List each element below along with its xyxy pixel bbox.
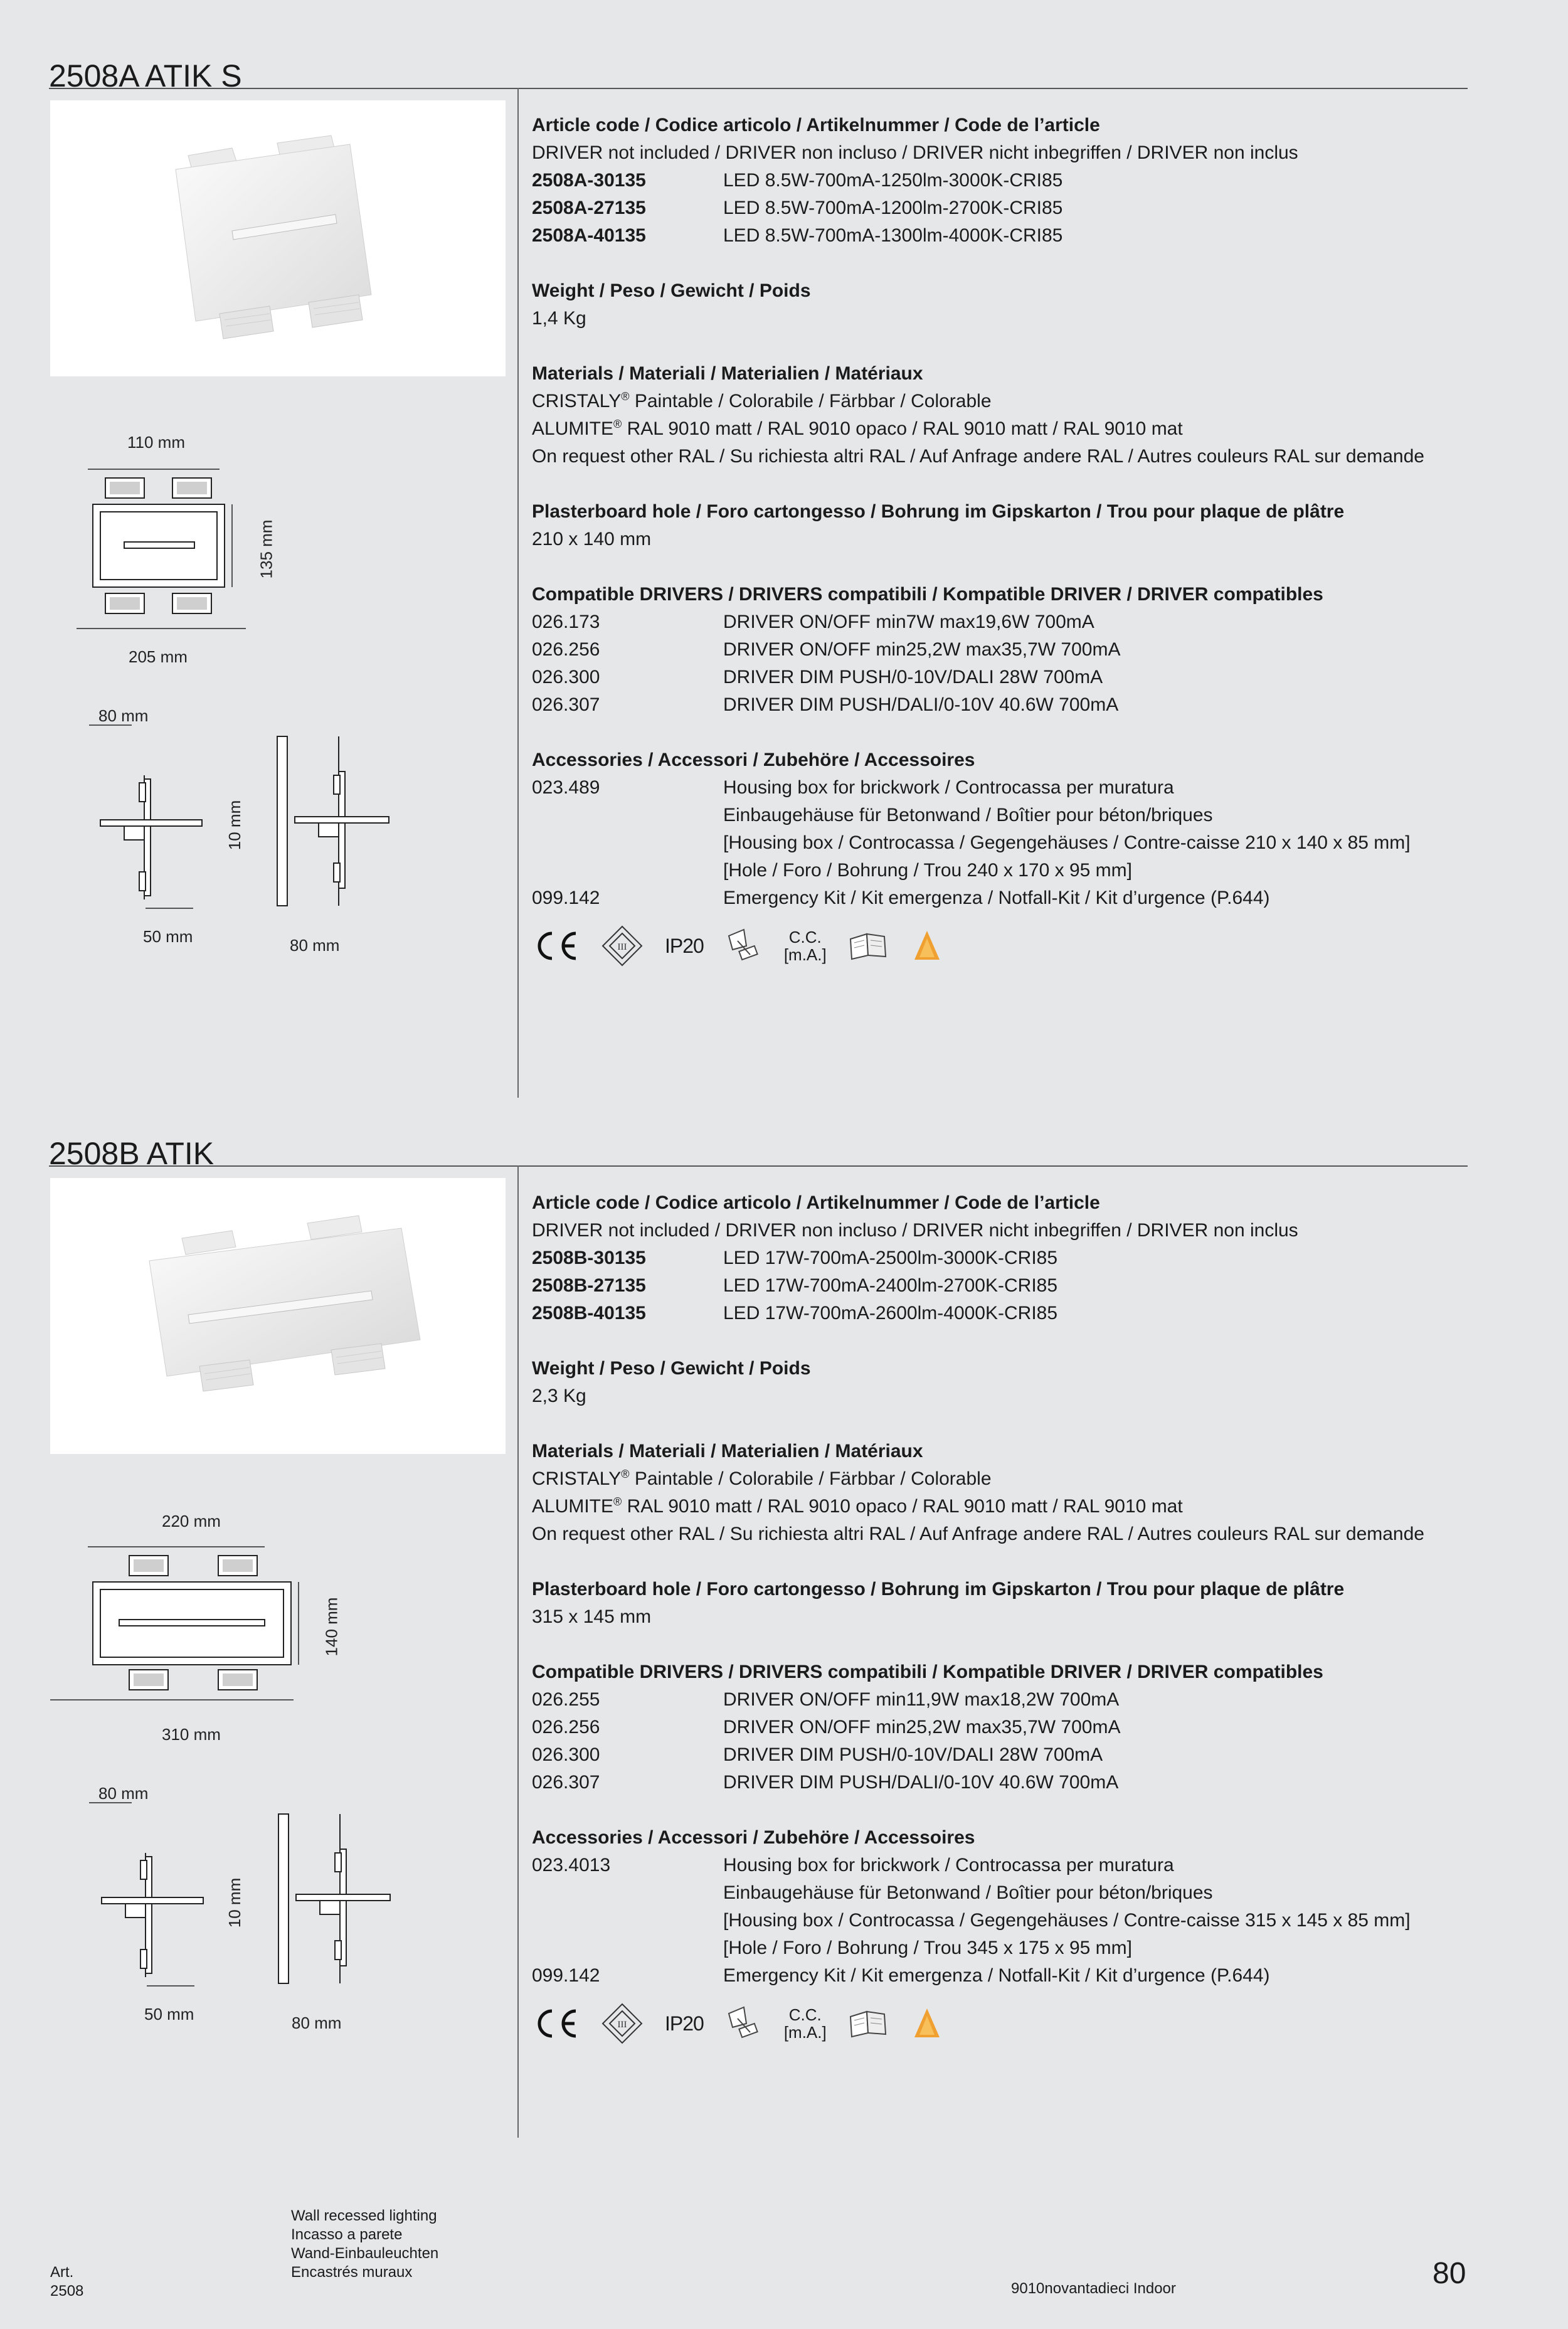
materials-block bbox=[532, 360, 1535, 470]
driver-code: 026.307 bbox=[532, 1772, 600, 1793]
category-line: Wall recessed lighting bbox=[291, 2207, 437, 2224]
accessory-line: [Housing box / Controcassa / Gegengehäuses / Contre-caisse 315 x 145 x 85 mm] bbox=[723, 1910, 1411, 1931]
material-line bbox=[532, 415, 1535, 443]
category-list bbox=[291, 2207, 438, 2282]
material-line bbox=[532, 388, 1535, 415]
front-dimension-drawing bbox=[88, 1542, 314, 1699]
dim-side-vertical: 10 mm bbox=[225, 800, 245, 851]
weight-block bbox=[532, 1355, 1535, 1410]
hole-value: 210 x 140 mm bbox=[532, 529, 652, 549]
registered-mark: ® bbox=[621, 390, 630, 403]
driver-desc: DRIVER DIM PUSH/DALI/0-10V 40.6W 700mA bbox=[723, 694, 1119, 715]
hole-block bbox=[532, 1576, 1535, 1631]
dim-side2-bottom: 80 mm bbox=[290, 936, 340, 955]
cc-line: C.C. bbox=[788, 2005, 822, 2024]
certification-icons bbox=[532, 1998, 1535, 2049]
drivers-block bbox=[532, 581, 1535, 719]
driver-desc: DRIVER DIM PUSH/0-10V/DALI 28W 700mA bbox=[723, 1744, 1103, 1765]
driver-row bbox=[532, 691, 1535, 719]
dim-bottom-width: 310 mm bbox=[162, 1725, 221, 1744]
materials-heading: Materials / Materiali / Materialien / Matériaux bbox=[532, 363, 923, 384]
drivers-heading: Compatible DRIVERS / DRIVERS compatibili / Kompatible DRIVER / DRIVER compatibles bbox=[532, 584, 1323, 605]
brand-name: 9010novantadieci Indoor bbox=[1011, 2280, 1176, 2297]
driver-code: 026.300 bbox=[532, 1744, 600, 1765]
accessories-block bbox=[532, 1824, 1535, 1990]
material-brand: ALUMITE bbox=[532, 1496, 614, 1517]
dim-side-bottom: 50 mm bbox=[144, 2005, 194, 2024]
article-row bbox=[532, 167, 1535, 194]
accessory-row bbox=[532, 1852, 1535, 1962]
accessories-block bbox=[532, 746, 1535, 912]
cc-line: C.C. bbox=[788, 928, 822, 947]
driver-code: 026.173 bbox=[532, 612, 600, 632]
product-title: 2508A ATIK S bbox=[49, 58, 242, 93]
material-line: On request other RAL / Su richiesta altri RAL / Auf Anfrage andere RAL / Autres couleurs RAL sur demande bbox=[532, 446, 1424, 467]
svg-text:III: III bbox=[617, 2020, 627, 2030]
material-brand: CRISTALY bbox=[532, 1468, 622, 1489]
weight-heading: Weight / Peso / Gewicht / Poids bbox=[532, 280, 811, 301]
article-block bbox=[532, 112, 1535, 250]
registered-mark: ® bbox=[613, 418, 622, 430]
driver-row bbox=[532, 608, 1535, 636]
article-heading: Article code / Codice articolo / Artikelnummer / Code de l’article bbox=[532, 1192, 1100, 1213]
title-rule bbox=[49, 1165, 1468, 1167]
class-iii-icon bbox=[601, 2002, 644, 2045]
material-line: On request other RAL / Su richiesta altri RAL / Auf Anfrage andere RAL / Autres couleurs RAL sur demande bbox=[532, 1524, 1424, 1544]
driver-desc: DRIVER DIM PUSH/DALI/0-10V 40.6W 700mA bbox=[723, 1772, 1119, 1793]
driver-code: 026.307 bbox=[532, 694, 600, 715]
material-brand: ALUMITE bbox=[532, 418, 614, 439]
product-photo bbox=[50, 1178, 506, 1454]
dim-side2-bottom: 80 mm bbox=[292, 2013, 342, 2032]
constant-current-label bbox=[784, 928, 827, 963]
article-code: 2508A-30135 bbox=[532, 170, 646, 191]
accessory-line: [Hole / Foro / Bohrung / Trou 240 x 170 x 95 mm] bbox=[723, 860, 1132, 881]
material-line bbox=[532, 1493, 1535, 1520]
material-line bbox=[532, 1465, 1535, 1493]
accessory-row bbox=[532, 884, 1535, 912]
accessory-desc bbox=[723, 1852, 1535, 1962]
class-iii-icon bbox=[601, 925, 644, 967]
registered-mark: ® bbox=[613, 1495, 622, 1508]
accessory-code: 099.142 bbox=[532, 1965, 600, 1986]
driver-note: DRIVER not included / DRIVER non incluso / DRIVER nicht inbegriffen / DRIVER non inclus bbox=[532, 1220, 1298, 1241]
materials-heading: Materials / Materiali / Materialien / Matériaux bbox=[532, 1441, 923, 1462]
accessory-line: Housing box for brickwork / Controcassa per muratura bbox=[723, 1855, 1174, 1875]
drivers-block bbox=[532, 1658, 1535, 1796]
product-section-2508a bbox=[0, 0, 1568, 1073]
page-number: 80 bbox=[1433, 2257, 1466, 2290]
front-dimension-drawing bbox=[75, 464, 282, 634]
material-text: Paintable / Colorabile / Färbbar / Colorable bbox=[629, 1468, 992, 1489]
article-row bbox=[532, 1272, 1535, 1300]
article-desc: LED 17W-700mA-2400lm-2700K-CRI85 bbox=[723, 1275, 1058, 1296]
weight-block bbox=[532, 277, 1535, 332]
column-divider bbox=[517, 88, 519, 1098]
material-text: Paintable / Colorabile / Färbbar / Colorable bbox=[629, 391, 992, 411]
article-code: 2508A-40135 bbox=[532, 225, 646, 246]
accessories-heading: Accessories / Accessori / Zubehöre / Accessoires bbox=[532, 750, 975, 770]
driver-desc: DRIVER ON/OFF min7W max19,6W 700mA bbox=[723, 612, 1094, 632]
driver-desc: DRIVER ON/OFF min11,9W max18,2W 700mA bbox=[723, 1689, 1120, 1710]
hole-heading: Plasterboard hole / Foro cartongesso / Bohrung im Gipskarton / Trou pour plaque de plâtre bbox=[532, 501, 1345, 522]
article-heading: Article code / Codice articolo / Artikelnummer / Code de l’article bbox=[532, 115, 1100, 135]
registered-mark: ® bbox=[621, 1468, 630, 1480]
dim-top-width: 110 mm bbox=[127, 433, 185, 452]
accessory-line: Einbaugehäuse für Betonwand / Boîtier pour béton/briques bbox=[723, 1882, 1213, 1903]
ip-rating: IP20 bbox=[665, 2012, 704, 2035]
cc-line: [m.A.] bbox=[783, 945, 827, 964]
category-line: Wand-Einbauleuchten bbox=[291, 2245, 439, 2262]
hole-value: 315 x 145 mm bbox=[532, 1606, 652, 1627]
accessory-row bbox=[532, 774, 1535, 884]
accessory-code: 023.489 bbox=[532, 777, 600, 798]
svg-text:III: III bbox=[617, 942, 627, 952]
hole-block bbox=[532, 498, 1535, 553]
dim-top-width: 220 mm bbox=[162, 1512, 221, 1531]
accessory-row bbox=[532, 1962, 1535, 1990]
driver-row bbox=[532, 1769, 1535, 1796]
accessory-code: 023.4013 bbox=[532, 1855, 611, 1875]
article-code: 2508B-40135 bbox=[532, 1303, 646, 1324]
driver-desc: DRIVER DIM PUSH/0-10V/DALI 28W 700mA bbox=[723, 667, 1103, 687]
spec-column bbox=[532, 112, 1535, 971]
accessory-line: Einbaugehäuse für Betonwand / Boîtier pour béton/briques bbox=[723, 805, 1213, 825]
article-row bbox=[532, 194, 1535, 222]
weight-value: 2,3 Kg bbox=[532, 1386, 586, 1406]
article-desc: LED 17W-700mA-2500lm-3000K-CRI85 bbox=[723, 1248, 1058, 1268]
driver-desc: DRIVER ON/OFF min25,2W max35,7W 700mA bbox=[723, 639, 1121, 660]
page-footer bbox=[0, 2202, 1568, 2327]
article-desc: LED 17W-700mA-2600lm-4000K-CRI85 bbox=[723, 1303, 1058, 1324]
accessory-line: [Hole / Foro / Bohrung / Trou 345 x 175 x 95 mm] bbox=[723, 1938, 1132, 1958]
category-line: Encastrés muraux bbox=[291, 2264, 413, 2281]
dim-height: 135 mm bbox=[257, 519, 276, 579]
instruction-sheet-icon bbox=[848, 2008, 888, 2039]
weight-heading: Weight / Peso / Gewicht / Poids bbox=[532, 1358, 811, 1379]
driver-code: 026.255 bbox=[532, 1689, 600, 1710]
spec-column bbox=[532, 1189, 1535, 2049]
accessory-desc: Emergency Kit / Kit emergenza / Notfall-Kit / Kit d’urgence (P.644) bbox=[723, 1965, 1270, 1986]
art-label: Art. bbox=[50, 2264, 74, 2281]
material-brand: CRISTALY bbox=[532, 391, 622, 411]
art-number: 2508 bbox=[50, 2283, 84, 2300]
article-code: 2508A-27135 bbox=[532, 198, 646, 218]
accessories-heading: Accessories / Accessori / Zubehöre / Accessoires bbox=[532, 1827, 975, 1848]
weight-value: 1,4 Kg bbox=[532, 308, 586, 329]
dim-side-bottom: 50 mm bbox=[143, 927, 193, 946]
instruction-sheet-icon bbox=[848, 930, 888, 962]
product-title: 2508B ATIK bbox=[49, 1135, 215, 1171]
column-divider bbox=[517, 1165, 519, 2138]
ce-mark-icon bbox=[532, 2005, 580, 2042]
installation-icon bbox=[725, 927, 763, 965]
materials-block bbox=[532, 1438, 1535, 1548]
driver-desc: DRIVER ON/OFF min25,2W max35,7W 700mA bbox=[723, 1717, 1121, 1737]
product-photo bbox=[50, 100, 506, 376]
article-reference bbox=[50, 2263, 83, 2301]
driver-row bbox=[532, 664, 1535, 691]
dim-side-top: 80 mm bbox=[98, 706, 149, 725]
dim-bottom-width: 205 mm bbox=[129, 647, 188, 666]
drivers-heading: Compatible DRIVERS / DRIVERS compatibili / Kompatible DRIVER / DRIVER compatibles bbox=[532, 1662, 1323, 1682]
product-section-2508b bbox=[0, 1078, 1568, 2150]
accessory-line: [Housing box / Controcassa / Gegengehäuses / Contre-caisse 210 x 140 x 85 mm] bbox=[723, 832, 1411, 853]
led-light-icon bbox=[909, 2006, 945, 2041]
title-rule bbox=[49, 88, 1468, 89]
material-text: RAL 9010 matt / RAL 9010 opaco / RAL 9010 matt / RAL 9010 mat bbox=[622, 418, 1183, 439]
led-light-icon bbox=[909, 928, 945, 963]
ce-mark-icon bbox=[532, 927, 580, 965]
dim-side-vertical: 10 mm bbox=[225, 1877, 245, 1928]
driver-note: DRIVER not included / DRIVER non incluso / DRIVER nicht inbegriffen / DRIVER non inclus bbox=[532, 142, 1298, 163]
article-row bbox=[532, 1300, 1535, 1327]
accessory-desc: Emergency Kit / Kit emergenza / Notfall-Kit / Kit d’urgence (P.644) bbox=[723, 888, 1270, 908]
driver-row bbox=[532, 1714, 1535, 1741]
hole-heading: Plasterboard hole / Foro cartongesso / Bohrung im Gipskarton / Trou pour plaque de plâtre bbox=[532, 1579, 1345, 1600]
article-desc: LED 8.5W-700mA-1200lm-2700K-CRI85 bbox=[723, 198, 1063, 218]
article-desc: LED 8.5W-700mA-1300lm-4000K-CRI85 bbox=[723, 225, 1063, 246]
accessory-code: 099.142 bbox=[532, 888, 600, 908]
constant-current-label bbox=[784, 2006, 827, 2041]
installation-icon bbox=[725, 2005, 763, 2042]
accessory-line: Housing box for brickwork / Controcassa per muratura bbox=[723, 777, 1174, 798]
article-code: 2508B-30135 bbox=[532, 1248, 646, 1268]
article-desc: LED 8.5W-700mA-1250lm-3000K-CRI85 bbox=[723, 170, 1063, 191]
cc-line: [m.A.] bbox=[783, 2023, 827, 2042]
driver-row bbox=[532, 636, 1535, 664]
article-code: 2508B-27135 bbox=[532, 1275, 646, 1296]
bottom-width-line bbox=[50, 1697, 301, 1704]
driver-row bbox=[532, 1741, 1535, 1769]
ip-rating: IP20 bbox=[665, 935, 704, 957]
dim-side-top: 80 mm bbox=[98, 1784, 149, 1803]
driver-code: 026.300 bbox=[532, 667, 600, 687]
material-text: RAL 9010 matt / RAL 9010 opaco / RAL 9010 matt / RAL 9010 mat bbox=[622, 1496, 1183, 1517]
article-row bbox=[532, 1244, 1535, 1272]
article-block bbox=[532, 1189, 1535, 1327]
certification-icons bbox=[532, 921, 1535, 971]
category-line: Incasso a parete bbox=[291, 2226, 403, 2243]
driver-code: 026.256 bbox=[532, 1717, 600, 1737]
driver-code: 026.256 bbox=[532, 639, 600, 660]
driver-row bbox=[532, 1686, 1535, 1714]
dim-height: 140 mm bbox=[322, 1597, 341, 1657]
article-row bbox=[532, 222, 1535, 250]
accessory-desc bbox=[723, 774, 1535, 884]
